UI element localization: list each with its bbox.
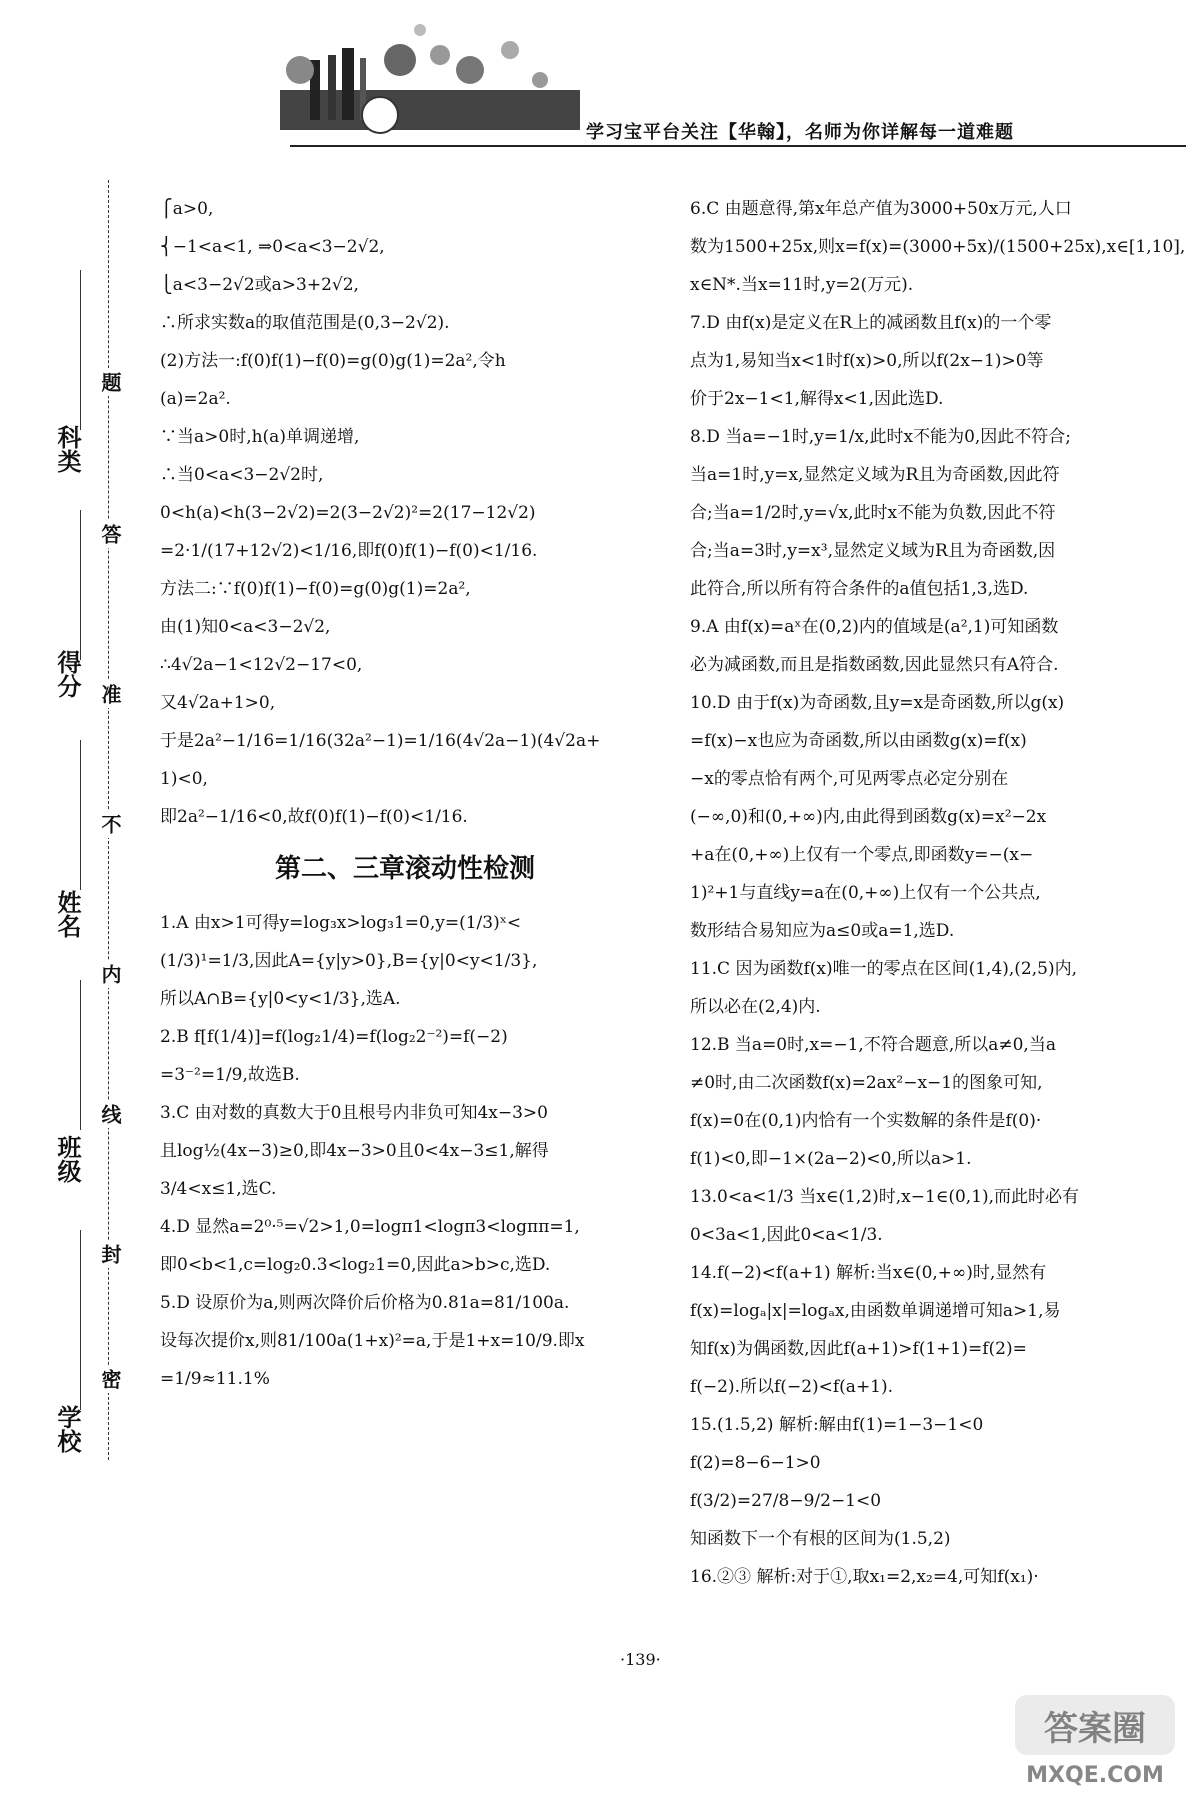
field-label-score: 得分: [53, 650, 81, 698]
text-line: 此符合,所以所有符合条件的a值包括1,3,选D.: [690, 579, 1029, 599]
text-line: =3⁻²=1/9,故选B.: [160, 1065, 300, 1085]
text-line: 数形结合易知应为a≤0或a=1,选D.: [690, 921, 955, 941]
text-line: 3/4<x≤1,选C.: [160, 1179, 277, 1199]
text-line: (2)方法一:f(0)f(1)−f(0)=g(0)g(1)=2a²,令h: [160, 351, 506, 371]
text-line: ∴所求实数a的取值范围是(0,3−2√2).: [160, 313, 450, 333]
text-line: 7.D 由f(x)是定义在R上的减函数且f(x)的一个零: [690, 313, 1052, 333]
field-line-class: [80, 980, 81, 1130]
text-line: −x的零点恰有两个,可见两零点必定分别在: [690, 769, 1009, 789]
text-line: =f(x)−x也应为奇函数,所以由函数g(x)=f(x): [690, 731, 1027, 751]
text-line: 4.D 显然a=2⁰·⁵=√2>1,0=logπ1<logπ3<logππ=1,: [160, 1217, 580, 1237]
watermark-logo: [1010, 1690, 1180, 1790]
left-column: [160, 190, 650, 1398]
text-line: (a)=2a².: [160, 389, 231, 409]
text-line: 所以必在(2,4)内.: [690, 997, 821, 1017]
text-line: x∈N*.当x=11时,y=2(万元).: [690, 275, 914, 295]
text-line: ∴4√2a−1<12√2−17<0,: [160, 655, 363, 675]
text-line: ⎧a>0,: [160, 199, 214, 219]
text-line: 由(1)知0<a<3−2√2,: [160, 617, 331, 637]
text-line: ∵当a>0时,h(a)单调递增,: [160, 427, 360, 447]
text-line: 价于2x−1<1,解得x<1,因此选D.: [690, 389, 944, 409]
text-line: 知函数下一个有根的区间为(1.5,2): [690, 1529, 951, 1549]
seal-char-bu: 不: [96, 810, 125, 838]
text-line: f(3/2)=27/8−9/2−1<0: [690, 1491, 882, 1511]
header-rule: [290, 145, 1186, 147]
seal-char-mi: 密: [96, 1365, 125, 1393]
binding-margin: [0, 180, 140, 1480]
text-line: ⎨−1<a<1, ⇒0<a<3−2√2,: [160, 237, 385, 257]
text-line: 1)²+1与直线y=a在(0,+∞)上仅有一个公共点,: [690, 883, 1041, 903]
text-line: ⎩a<3−2√2或a>3+2√2,: [160, 275, 359, 295]
text-line: 所以A∩B={y|0<y<1/3},选A.: [160, 989, 401, 1009]
text-line: +a在(0,+∞)上仅有一个零点,即函数y=−(x−: [690, 845, 1034, 865]
field-line-name: [80, 740, 81, 890]
text-line: f(x)=0在(0,1)内恰有一个实数解的条件是f(0)·: [690, 1111, 1042, 1131]
page-header: [130, 0, 1186, 160]
text-line: (1/3)¹=1/3,因此A={y|y>0},B={y|0<y<1/3},: [160, 951, 538, 971]
text-line: f(2)=8−6−1>0: [690, 1453, 821, 1473]
text-line: 12.B 当a=0时,x=−1,不符合题意,所以a≠0,当a: [690, 1035, 1056, 1055]
text-line: 6.C 由题意得,第x年总产值为3000+50x万元,人口: [690, 199, 1072, 219]
page-number: ·139·: [620, 1650, 661, 1669]
text-line: 0<h(a)<h(3−2√2)=2(3−2√2)²=2(17−12√2): [160, 503, 536, 523]
seal-char-xian: 线: [96, 1100, 125, 1128]
decorative-dots-graphic: [280, 20, 580, 145]
text-line: 9.A 由f(x)=aˣ在(0,2)内的值域是(a²,1)可知函数: [690, 617, 1059, 637]
text-line: 8.D 当a=−1时,y=1/x,此时x不能为0,因此不符合;: [690, 427, 1072, 447]
text-line: 5.D 设原价为a,则两次降价后价格为0.81a=81/100a.: [160, 1293, 570, 1313]
text-line: 设每次提价x,则81/100a(1+x)²=a,于是1+x=10/9.即x: [160, 1331, 585, 1351]
text-line: 方法二:∵f(0)f(1)−f(0)=g(0)g(1)=2a²,: [160, 579, 471, 599]
text-line: 即0<b<1,c=log₂0.3<log₂1=0,因此a>b>c,选D.: [160, 1255, 551, 1275]
text-line: 14.f(−2)<f(a+1) 解析:当x∈(0,+∞)时,显然有: [690, 1263, 1047, 1283]
text-line: 2.B f[f(1/4)]=f(log₂1/4)=f(log₂2⁻²)=f(−2): [160, 1027, 508, 1047]
section-title: 第二、三章滚动性检测: [274, 854, 535, 884]
text-line: 点为1,易知当x<1时f(x)>0,所以f(2x−1)>0等: [690, 351, 1044, 371]
text-line: 合;当a=3时,y=x³,显然定义域为R且为奇函数,因: [690, 541, 1056, 561]
seal-char-nei: 内: [96, 960, 125, 988]
text-line: 且log½(4x−3)≥0,即4x−3>0且0<4x−3≤1,解得: [160, 1141, 549, 1161]
field-label-subject: 科类: [53, 425, 81, 473]
text-line: 又4√2a+1>0,: [160, 693, 276, 713]
watermark-url: MXQE.COM: [1026, 1763, 1164, 1788]
text-line: 于是2a²−1/16=1/16(32a²−1)=1/16(4√2a−1)(4√2a+: [160, 731, 601, 751]
text-line: f(−2).所以f(−2)<f(a+1).: [690, 1377, 894, 1397]
text-line: 合;当a=1/2时,y=√x,此时x不能为负数,因此不符: [690, 503, 1056, 523]
seal-char-feng: 封: [96, 1240, 125, 1268]
seal-char-zhun: 准: [96, 680, 125, 708]
text-line: 13.0<a<1/3 当x∈(1,2)时,x−1∈(0,1),而此时必有: [690, 1187, 1080, 1207]
watermark-text: 答案圈: [1044, 1709, 1146, 1749]
field-label-name: 姓名: [53, 890, 81, 938]
text-line: 1)<0,: [160, 769, 208, 789]
text-line: 0<3a<1,因此0<a<1/3.: [690, 1225, 883, 1245]
field-label-school: 学校: [53, 1405, 81, 1453]
text-line: 即2a²−1/16<0,故f(0)f(1)−f(0)<1/16.: [160, 807, 468, 827]
right-column: [690, 190, 1186, 1596]
text-line: 知f(x)为偶函数,因此f(a+1)>f(1+1)=f(2)=: [690, 1339, 1027, 1359]
seal-char-ti: 题: [96, 368, 125, 396]
text-line: f(1)<0,即−1×(2a−2)<0,所以a>1.: [690, 1149, 972, 1169]
text-line: 11.C 因为函数f(x)唯一的零点在区间(1,4),(2,5)内,: [690, 959, 1077, 979]
text-line: 必为减函数,而且是指数函数,因此显然只有A符合.: [690, 655, 1059, 675]
field-line-school: [80, 1230, 81, 1410]
text-line: 1.A 由x>1可得y=log₃x>log₃1=0,y=(1/3)ˣ<: [160, 913, 522, 933]
seal-char-da: 答: [96, 520, 125, 548]
text-line: 当a=1时,y=x,显然定义域为R且为奇函数,因此符: [690, 465, 1060, 485]
text-line: f(x)=logₐ|x|=logₐx,由函数单调递增可知a>1,易: [690, 1301, 1061, 1321]
field-line-score: [80, 510, 81, 660]
text-line: =1/9≈11.1%: [160, 1369, 270, 1389]
field-label-class: 班级: [53, 1135, 81, 1183]
text-line: 15.(1.5,2) 解析:解由f(1)=1−3−1<0: [690, 1415, 984, 1435]
text-line: (−∞,0)和(0,+∞)内,由此得到函数g(x)=x²−2x: [690, 807, 1047, 827]
text-line: 3.C 由对数的真数大于0且根号内非负可知4x−3>0: [160, 1103, 548, 1123]
text-line: 10.D 由于f(x)为奇函数,且y=x是奇函数,所以g(x): [690, 693, 1065, 713]
text-line: ≠0时,由二次函数f(x)=2ax²−x−1的图象可知,: [690, 1073, 1043, 1093]
text-line: ∴当0<a<3−2√2时,: [160, 465, 324, 485]
text-line: 数为1500+25x,则x=f(x)=(3000+5x)/(1500+25x),x∈[1,10],: [690, 237, 1186, 257]
field-line-subject: [80, 270, 81, 430]
text-line: =2·1/(17+12√2)<1/16,即f(0)f(1)−f(0)<1/16.: [160, 541, 538, 561]
text-line: 16.②③ 解析:对于①,取x₁=2,x₂=4,可知f(x₁)·: [690, 1567, 1039, 1587]
header-tagline: 学习宝平台关注【华翰】，名师为你详解每一道难题: [586, 122, 1014, 143]
